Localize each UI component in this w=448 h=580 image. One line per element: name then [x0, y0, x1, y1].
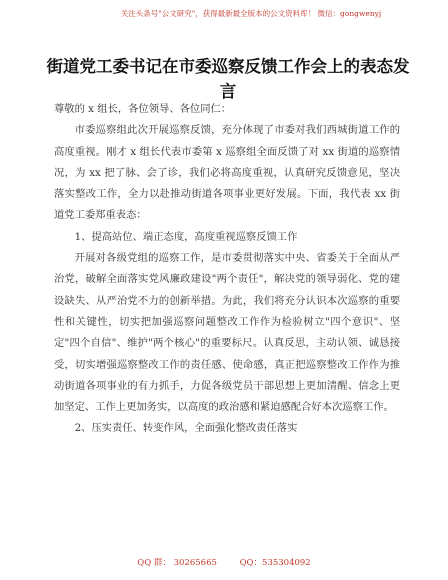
document-title: 街道党工委书记在市委巡察反馈工作会上的表态发言	[46, 57, 410, 101]
section-1-heading: 1、提高站位、端正态度，高度重视巡察反馈工作	[74, 230, 298, 243]
promo-banner: 关注头条号"公文研究"，获得最新最全版本的公文资料库！ 微信：gongwenyj	[120, 9, 382, 18]
contact-footer	[0, 556, 448, 568]
qq-group-text: QQ 群： 30265665	[137, 558, 217, 568]
intro-paragraph: 市委巡察组此次开展巡察反馈，充分体现了市委对我们西城街道工作的高度重视。刚才 x 组长代表市委第 x 巡察组全面反馈了对 xx 街道的巡察情况，为 xx 把了脉、会了诊，我们必将高度重视，认真研究反馈意见，坚决落实整改工作，全力以赴推动街道各项事业更好发展。下面，我代表 xx 街道党工委郑重表态：	[54, 124, 400, 222]
document-body	[54, 99, 400, 440]
greeting: 尊敬的 x 组长，各位领导、各位同仁：	[54, 103, 232, 115]
section-2-heading: 2、压实责任、转变作风，全面强化整改责任落实	[74, 422, 298, 435]
qq-text: QQ：535304092	[239, 558, 311, 568]
section-1-paragraph: 开展对各级党组的巡察工作，是市委贯彻落实中央、省委关于全面从严治党，破解全面落实党风廉政建设"两个责任"，解决党的领导弱化、党的建设缺失、从严治党不力的创新举措。为此，我们将充分认识本次巡察的重要性和关键性，切实把加强巡察问题整改工作作为检验树立"四个意识"、坚定"四个自信"、维护"两个核心"的重要标尺。认真反思，主动认领、诚恳接受，切实增强巡察整改工作的责任感、使命感，真正把巡察整改工作作为推动街道各项事业的有力抓手，力促各级党员干部思想上更加清醒、信念上更加坚定、工作上更加务实，以高度的政治感和紧迫感配合好本次巡察工作。	[54, 252, 400, 414]
